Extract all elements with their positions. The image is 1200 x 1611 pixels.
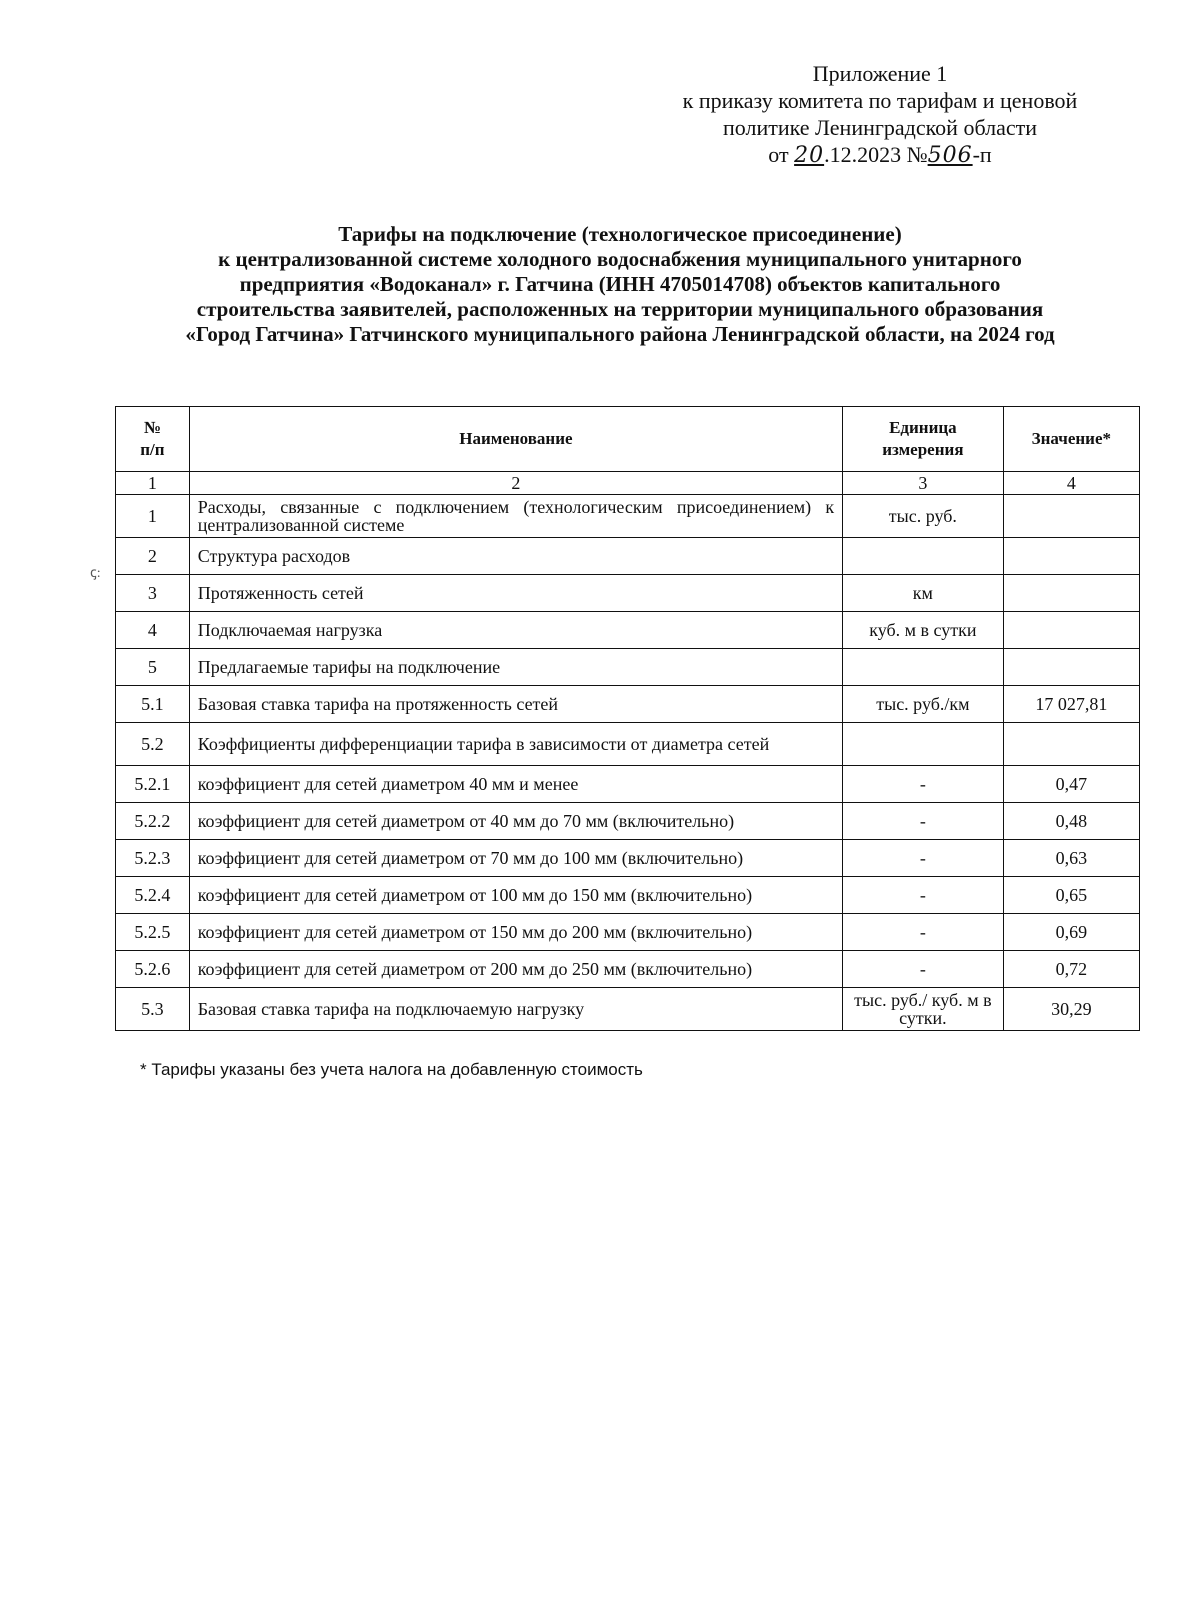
- table-row: [116, 803, 1140, 840]
- table-row: [116, 538, 1140, 575]
- row-value: [1003, 538, 1139, 575]
- row-name: Базовая ставка тарифа на протяженность сетей: [189, 686, 842, 723]
- order-date-line: [640, 141, 1120, 169]
- row-unit: тыс. руб.: [843, 495, 1004, 538]
- tariffs-table: [115, 406, 1140, 1031]
- table-header-row: [116, 407, 1140, 472]
- header-number: № п/п: [116, 407, 190, 472]
- table-row: [116, 951, 1140, 988]
- order-day-handwritten: 20: [794, 143, 825, 168]
- title-line-1: Тарифы на подключение (технологическое присоединение): [338, 222, 902, 246]
- column-number: 1: [116, 472, 190, 495]
- column-number: 3: [843, 472, 1004, 495]
- column-number: 4: [1003, 472, 1139, 495]
- row-number: 3: [116, 575, 190, 612]
- table-row: [116, 723, 1140, 766]
- row-unit: -: [843, 914, 1004, 951]
- row-name: Структура расходов: [189, 538, 842, 575]
- row-unit: -: [843, 840, 1004, 877]
- row-value: [1003, 723, 1139, 766]
- title-line-4: строительства заявителей, расположенных на территории муниципального образования: [196, 297, 1044, 321]
- row-name: Базовая ставка тарифа на подключаемую нагрузку: [189, 988, 842, 1031]
- vat-footnote: * Тарифы указаны без учета налога на добавленную стоимость: [140, 1060, 643, 1079]
- row-number: 5.2: [116, 723, 190, 766]
- appendix-header: [640, 60, 1120, 169]
- row-unit: [843, 723, 1004, 766]
- row-unit: -: [843, 877, 1004, 914]
- row-unit: -: [843, 951, 1004, 988]
- appendix-line-2: к приказу комитета по тарифам и ценовой: [682, 88, 1078, 113]
- row-unit: [843, 538, 1004, 575]
- order-number-handwritten: 506: [927, 143, 973, 168]
- table-row: [116, 649, 1140, 686]
- table-row: [116, 840, 1140, 877]
- row-unit: км: [843, 575, 1004, 612]
- row-number: 5.3: [116, 988, 190, 1031]
- row-unit: [843, 649, 1004, 686]
- row-number: 5.2.5: [116, 914, 190, 951]
- header-unit: Единица измерения: [843, 407, 1004, 472]
- appendix-line-3: политике Ленинградской области: [722, 115, 1037, 140]
- row-unit: -: [843, 803, 1004, 840]
- table-row: [116, 495, 1140, 538]
- table-row: [116, 988, 1140, 1031]
- row-value: [1003, 575, 1139, 612]
- row-value: 0,72: [1003, 951, 1139, 988]
- document-title: [100, 222, 1140, 347]
- header-name: Наименование: [189, 407, 842, 472]
- row-value: 0,65: [1003, 877, 1139, 914]
- row-name: коэффициент для сетей диаметром от 40 мм до 70 мм (включительно): [189, 803, 842, 840]
- order-date-rest: .12.2023 №: [824, 142, 928, 167]
- row-number: 5.2.2: [116, 803, 190, 840]
- table-row: [116, 612, 1140, 649]
- row-name: Расходы, связанные с подключением (технологическим присоединением) к централизованной системе: [189, 495, 842, 538]
- row-value: 30,29: [1003, 988, 1139, 1031]
- row-unit: -: [843, 766, 1004, 803]
- row-unit: тыс. руб./км: [843, 686, 1004, 723]
- row-value: 17 027,81: [1003, 686, 1139, 723]
- table-row: [116, 575, 1140, 612]
- row-number: 4: [116, 612, 190, 649]
- row-number: 5.2.3: [116, 840, 190, 877]
- order-prefix: от: [768, 142, 795, 167]
- row-value: 0,48: [1003, 803, 1139, 840]
- row-number: 5: [116, 649, 190, 686]
- table-row: [116, 914, 1140, 951]
- row-value: [1003, 612, 1139, 649]
- table-row: [116, 877, 1140, 914]
- row-name: коэффициент для сетей диаметром от 200 мм до 250 мм (включительно): [189, 951, 842, 988]
- scan-margin-mark: ꞔ:: [90, 566, 101, 581]
- column-number: 2: [189, 472, 842, 495]
- row-value: [1003, 495, 1139, 538]
- row-name: коэффициент для сетей диаметром от 100 мм до 150 мм (включительно): [189, 877, 842, 914]
- row-number: 5.2.6: [116, 951, 190, 988]
- column-number-row: [116, 472, 1140, 495]
- row-name: Подключаемая нагрузка: [189, 612, 842, 649]
- table-row: [116, 766, 1140, 803]
- order-suffix: -п: [972, 142, 992, 167]
- row-unit: куб. м в сутки: [843, 612, 1004, 649]
- row-name: Протяженность сетей: [189, 575, 842, 612]
- row-unit: тыс. руб./ куб. м в сутки.: [843, 988, 1004, 1031]
- header-value: Значение*: [1003, 407, 1139, 472]
- row-value: 0,63: [1003, 840, 1139, 877]
- row-name: коэффициент для сетей диаметром от 70 мм до 100 мм (включительно): [189, 840, 842, 877]
- title-line-2: к централизованной системе холодного водоснабжения муниципального унитарного: [218, 247, 1022, 271]
- row-value: 0,69: [1003, 914, 1139, 951]
- title-line-3: предприятия «Водоканал» г. Гатчина (ИНН 4705014708) объектов капитального: [239, 272, 1001, 296]
- appendix-line-1: Приложение 1: [812, 61, 948, 86]
- row-name: Коэффициенты дифференциации тарифа в зависимости от диаметра сетей: [189, 723, 842, 766]
- row-number: 1: [116, 495, 190, 538]
- row-name: Предлагаемые тарифы на подключение: [189, 649, 842, 686]
- table-row: [116, 686, 1140, 723]
- row-number: 5.2.4: [116, 877, 190, 914]
- row-name: коэффициент для сетей диаметром 40 мм и менее: [189, 766, 842, 803]
- row-value: 0,47: [1003, 766, 1139, 803]
- row-number: 2: [116, 538, 190, 575]
- title-line-5: «Город Гатчина» Гатчинского муниципального района Ленинградской области, на 2024 год: [185, 322, 1055, 346]
- row-number: 5.1: [116, 686, 190, 723]
- row-name: коэффициент для сетей диаметром от 150 мм до 200 мм (включительно): [189, 914, 842, 951]
- row-value: [1003, 649, 1139, 686]
- row-number: 5.2.1: [116, 766, 190, 803]
